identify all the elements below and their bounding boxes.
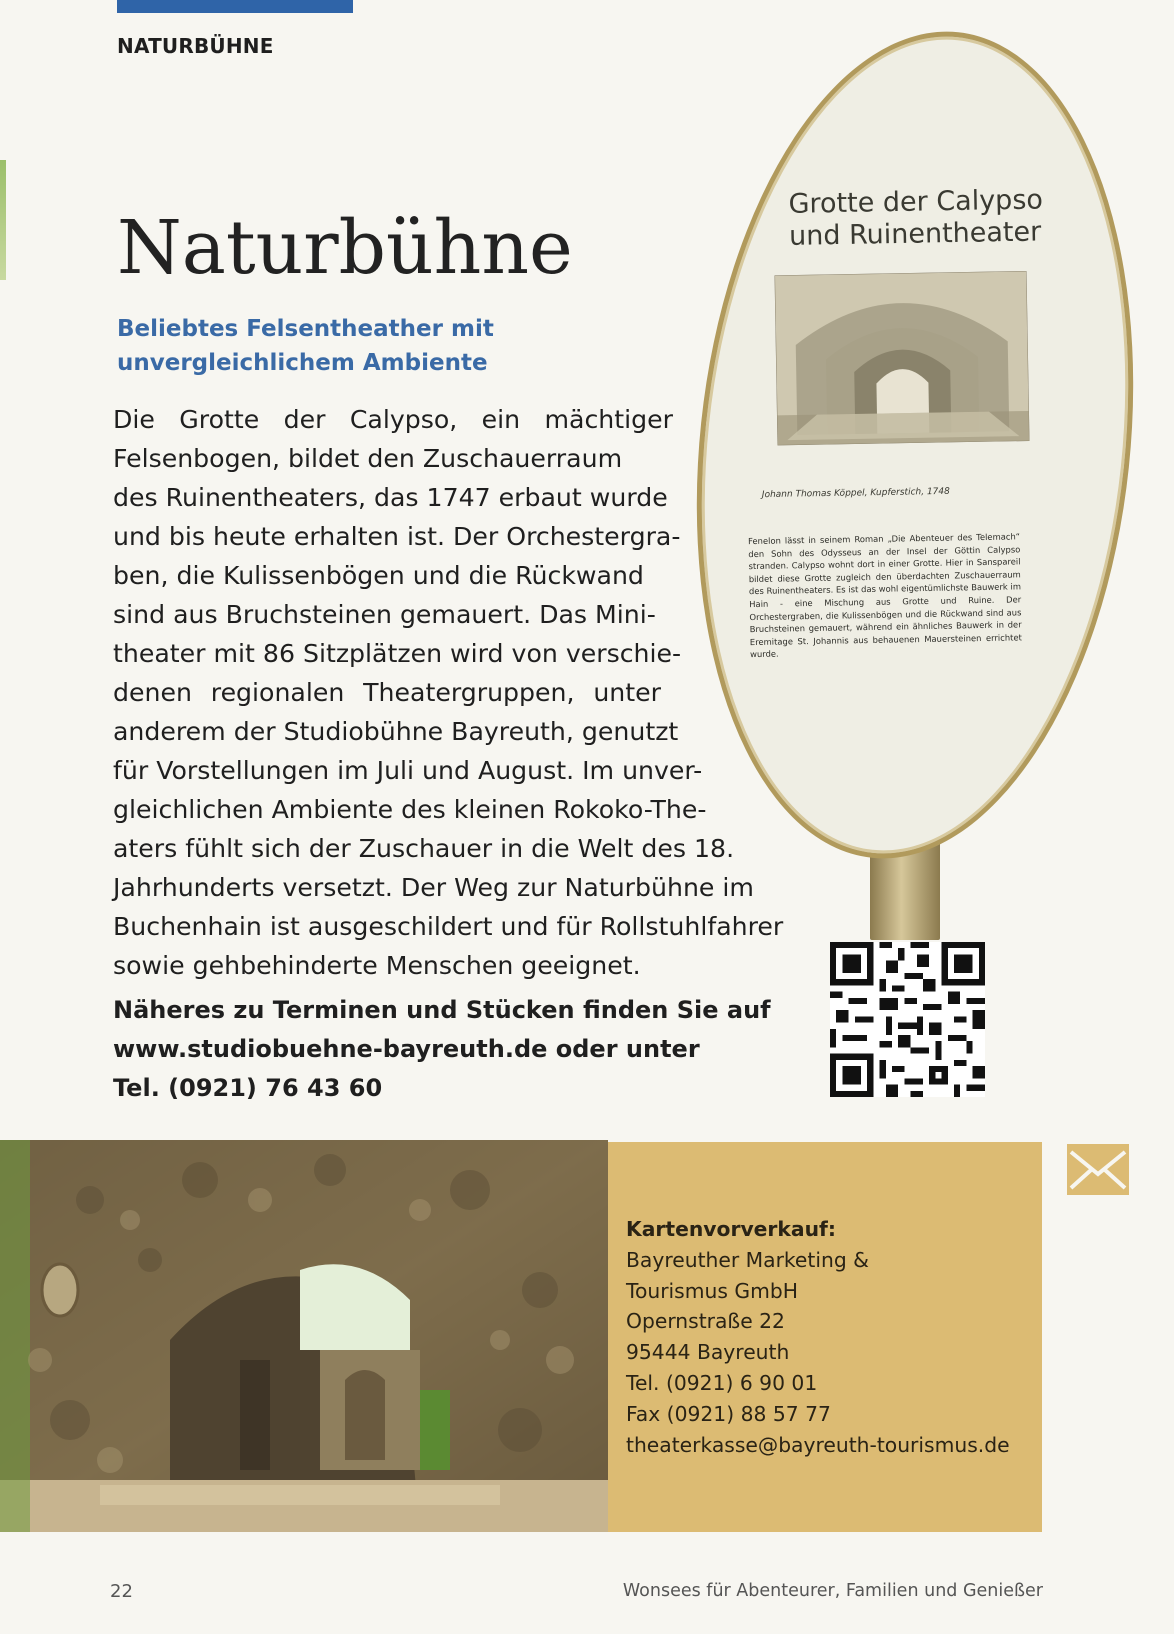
sign-text: Fenelon lässt in seinem Roman „Die Abenteuer des Telemach“ den Sohn des Odysseus an der Insel der Göttin Calypso stranden. Calypso wohnt dort in einer Grotte. Hier in Sanspareil bildet diese Grotte zugleich den überdachten Zuschauerraum des Ruinentheaters. Es ist das wohl eigentümlichste Bauwerk im Hain - eine Mischung aus Grotte und Ruine. Der Orchestergraben, die Kulissenbögen und die Rückwand sind aus Bruchsteinen gemauert, während ein ähnliches Bauwerk in der Eremitage St. Johannis aus behauenen Mauersteinen errichtet wurde. [748, 531, 1022, 660]
publication-title: Wonsees für Abenteurer, Familien und Genießer [622, 1581, 1043, 1601]
address-line: Tourismus GmbH [626, 1278, 798, 1303]
address-line: Bayreuther Marketing & [626, 1247, 869, 1272]
body-line: gleichlichen Ambiente des kleinen Rokoko-The- [113, 795, 707, 824]
email-link[interactable]: theaterkasse@bayreuth-tourismus.de [626, 1432, 1010, 1457]
phone-line: Tel. (0921) 6 90 01 [626, 1370, 818, 1395]
envelope-icon [1067, 1144, 1129, 1195]
page-title: Naturbühne [117, 205, 573, 291]
cta-line: Näheres zu Terminen und Stücken finden Sie auf [113, 996, 771, 1024]
body-line: aters fühlt sich der Zuschauer in die Welt des 18. [113, 834, 735, 863]
phone-number: Tel. (0921) 76 43 60 [113, 1074, 383, 1102]
article-body [113, 400, 784, 985]
fax-line: Fax (0921) 88 57 77 [626, 1401, 831, 1426]
body-line: anderem der Studiobühne Bayreuth, genutzt [113, 717, 679, 746]
sign-title-line: Grotte der Calypso [788, 184, 1044, 220]
ticket-info-box [608, 1142, 1042, 1532]
body-line: Jahrhunderts versetzt. Der Weg zur Naturbühne im [113, 873, 754, 902]
body-line: Die Grotte der Calypso, ein mächtiger [113, 405, 673, 434]
grotto-photo [0, 1140, 608, 1532]
body-line: ben, die Kulissenbögen und die Rückwand [113, 561, 644, 590]
top-accent-bar [117, 0, 353, 13]
address-line: Opernstraße 22 [626, 1309, 785, 1334]
section-label: NATURBÜHNE [117, 34, 274, 58]
body-line: Felsenbogen, bildet den Zuschauerraum [113, 444, 623, 473]
body-line: theater mit 86 Sitzplätzen wird von verschie- [113, 639, 682, 668]
left-edge-foliage [0, 160, 6, 280]
subtitle [117, 312, 537, 380]
body-line: Buchenhain ist ausgeschildert und für Rollstuhlfahrer [113, 912, 784, 941]
body-line: des Ruinentheaters, das 1747 erbaut wurde [113, 483, 668, 512]
website-link[interactable]: www.studiobuehne-bayreuth.de oder unter [113, 1035, 700, 1063]
ticket-info-text [626, 1214, 1010, 1460]
body-line: sowie gehbehinderte Menschen geeignet. [113, 951, 641, 980]
page-number: 22 [110, 1581, 133, 1602]
call-to-action [113, 991, 771, 1108]
qr-code[interactable] [830, 942, 985, 1097]
sign-title [788, 184, 1089, 253]
grotto-engraving-image [775, 271, 1030, 445]
engraving-caption: Johann Thomas Köppel, Kupferstich, 1748 [761, 486, 950, 501]
body-line: und bis heute erhalten ist. Der Orchestergra- [113, 522, 681, 551]
sign-title-line: und Ruinentheater [788, 216, 1042, 252]
body-line: sind aus Bruchsteinen gemauert. Das Mini- [113, 600, 656, 629]
subtitle-line: unvergleichlichem Ambiente [117, 350, 488, 376]
body-line: denen regionalen Theatergruppen, unter [113, 678, 661, 707]
subtitle-line: Beliebtes Felsentheather mit [117, 316, 494, 342]
sign-oval [658, 10, 1172, 880]
address-line: 95444 Bayreuth [626, 1340, 790, 1365]
body-line: für Vorstellungen im Juli und August. Im unver- [113, 756, 703, 785]
ticket-info-heading: Kartenvorverkauf: [626, 1217, 836, 1241]
info-sign-photo [700, 30, 1140, 910]
